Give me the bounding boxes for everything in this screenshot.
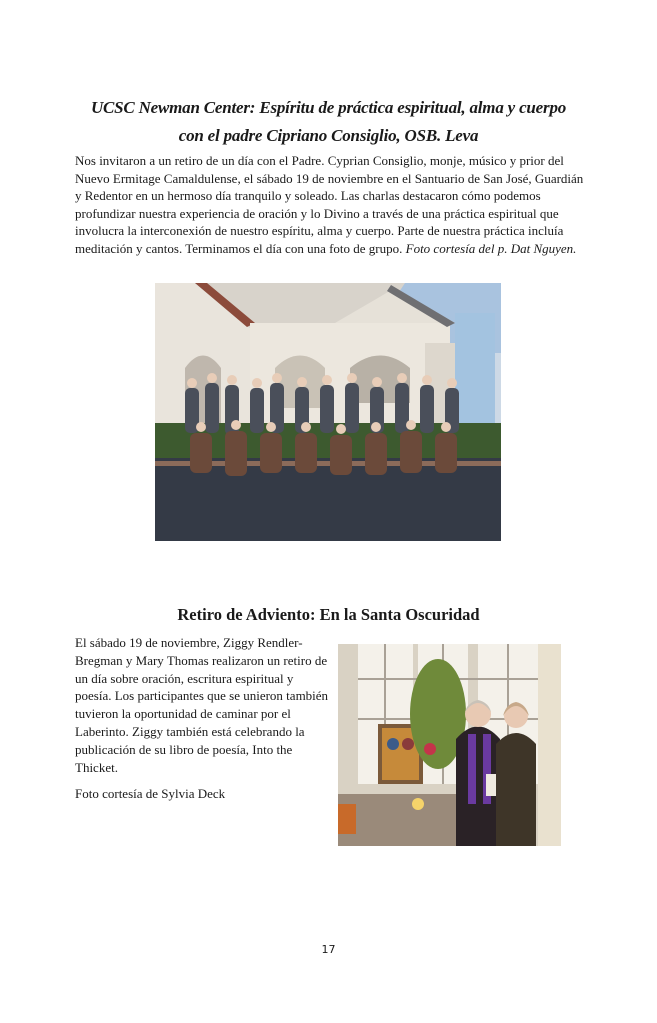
- retreat-leaders-photo: [338, 644, 561, 846]
- body-text: Nos invitaron a un retiro de un día con el Padre. Cyprian Consiglio, monje, músico y prior del Nuevo Ermitage Camaldulense, el sábado 19 de noviembre en el Santuario de San José, Guardián y Redentor en un hermoso día tranquilo y soleado. Las charlas destacaron cómo podemos profundizar nuestra experiencia de oración y lo Divino a través de una práctica espiritual que involucra la interconexión de nuestro espíritu, alma y cuerpo. Parte de nuestra práctica incluía meditación y cantos. Terminamos el día con una foto de grupo.: [75, 153, 584, 256]
- article-body-newman-center: [75, 152, 585, 258]
- article-title-newman-center: [60, 94, 597, 150]
- title-line-1: UCSC Newman Center: Espíritu de práctica espiritual, alma y cuerpo: [90, 98, 567, 117]
- photo-credit: Foto cortesía del p. Dat Nguyen.: [405, 240, 577, 256]
- title-line-2: con el padre Cipriano Consiglio, OSB. Leva: [178, 126, 479, 145]
- photo-credit-advent: Foto cortesía de Sylvia Deck: [75, 786, 226, 801]
- article-body-advent-retreat: El sábado 19 de noviembre, Ziggy Rendler-Bregman y Mary Thomas realizaron un retiro de un día sobre oración, escritura espiritual y poesía. Los participantes que se unieron también tuvieron la oportunidad de caminar por el Laberinto. Ziggy también está celebrando la publicación de su libro de poesía, Into the Thicket.: [75, 635, 329, 775]
- group-photo: [155, 283, 501, 541]
- article-title-advent-retreat: Retiro de Adviento: En la Santa Oscuridad: [177, 605, 480, 624]
- page-number: 17: [321, 943, 336, 956]
